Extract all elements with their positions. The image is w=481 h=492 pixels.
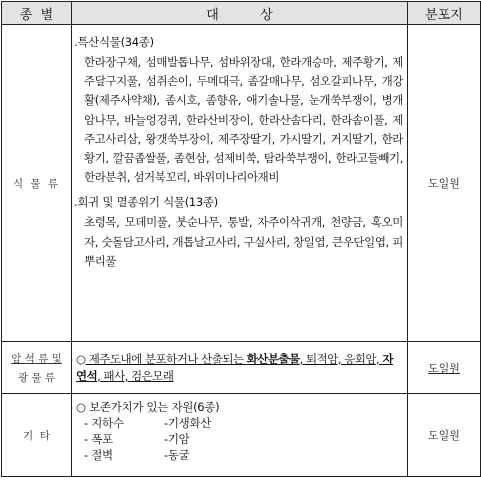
etc-item-right: -기암 [164,432,190,446]
minerals-category-line1: 암 석 류 및 [11,352,62,365]
endemic-plants-title: .특산식물(34종) [74,35,154,49]
bullet-icon: ○ [76,351,86,366]
etc-content [72,394,408,477]
etc-item-left: - 폭포 [84,432,113,446]
list-item [84,431,407,447]
endemic-plants-list: 한라장구채, 섬매발톱나무, 섬바위장대, 한라개승마, 제주황기, 제주달구지풀, 섬쥐손이, 두메대극, 좀갈매나무, 섬오갈피나무, 개강활(제주사약채), 좀시호, 좀향유, 애기솔나물, 눈개쑥부쟁이, 병개암나무, 바늘엉겅퀴, 한라산비장이, 한라산솜다리, 한라솜이풀, 제주고사리삼, 왕갯쑥부장이, 제주장딸기, 가시딸기, 거지딸기, 한라황기, 깔끔좁쌀풀, 좀현삼, 섬제비쑥, 탐라쑥부쟁이, 한라고들빼기, 한라분취, 섬거북꼬리, 바위미나리아재비 [84,55,403,185]
header-distribution: 분포지 [408,2,481,25]
rare-plants-list: 초령목, 모데미풀, 붓순나무, 통발, 자주이삭귀개, 천량금, 혹오미자, 숫돌담고사리, 개톱날고사리, 구실사리, 창일엽, 큰우단일엽, 피뿌리풀 [84,215,403,268]
etc-item-left: - 지하수 [84,416,124,430]
plants-distribution: 도일원 [408,25,481,342]
etc-item-right: -동굴 [164,448,190,462]
etc-category: 기 타 [2,394,72,477]
plants-row [2,25,481,342]
minerals-text-bold: 화산분출물 [246,351,300,366]
table-header-row [2,2,481,25]
header-category: 종 별 [2,2,72,25]
minerals-text-post: , 패사, 검은모래 [97,368,174,383]
minerals-content [72,342,408,394]
list-item [84,447,407,463]
etc-title: ○ 보존가치가 있는 자원(6종) [76,400,220,414]
minerals-category-line2: 광 물 류 [17,371,56,384]
rare-plants-title: .희귀 및 멸종위기 식물(13종) [74,195,218,210]
minerals-distribution [408,342,481,394]
minerals-text-bold2: 자연석 [76,351,393,383]
resource-table [1,1,481,477]
etc-distribution: 도일원 [408,394,481,477]
minerals-distribution-label: 도일원 [428,361,460,375]
etc-item-left: - 절벽 [84,448,113,462]
plants-category: 식 물 류 [2,25,72,342]
list-item [84,415,407,431]
etc-item-right: -기생화산 [164,416,212,430]
document-page [1,1,480,491]
minerals-text-pre: 제주도내에 분포하거나 산출되는 [85,351,247,366]
plants-content [72,25,408,342]
etc-row [2,394,481,477]
minerals-category [2,342,72,394]
header-target: 대 상 [72,2,408,25]
minerals-row [2,342,481,394]
minerals-text-mid: , 퇴적암, 응회암, [299,351,383,366]
